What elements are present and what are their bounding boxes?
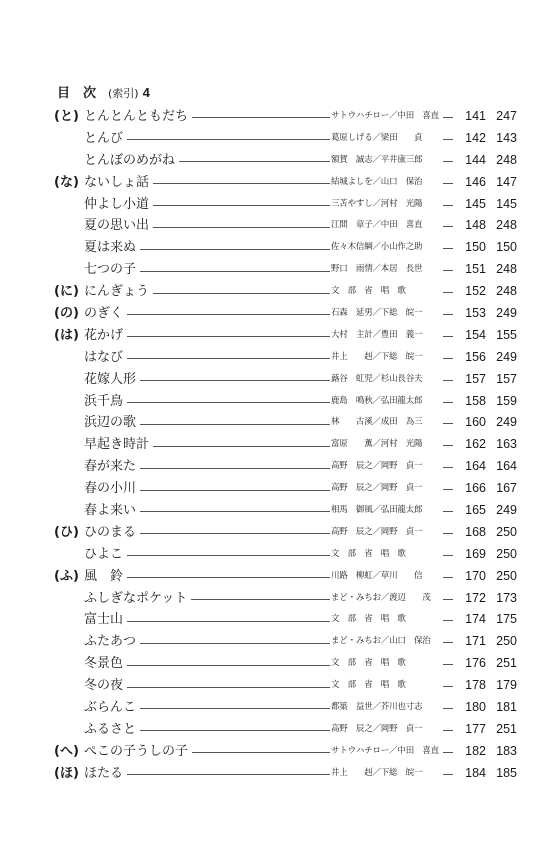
leader-line: [153, 183, 330, 184]
page-ref-1: 177: [465, 721, 486, 736]
song-title: 浜辺の歌: [84, 412, 140, 434]
leader-line: [140, 380, 330, 381]
leader-line: [127, 577, 330, 578]
index-entry: [0, 128, 560, 150]
page-ref-1: 157: [465, 371, 486, 386]
leader-dash: [443, 369, 453, 381]
page-ref-2: 249: [496, 306, 517, 321]
index-entry: [0, 194, 560, 216]
song-credits: 高野 辰之／岡野 貞一: [331, 723, 423, 734]
leader-dash: [443, 719, 453, 731]
entry-title-line: [84, 763, 330, 785]
page-ref-1: 156: [465, 349, 486, 364]
song-credits: 蕗谷 虹児／杉山長谷夫: [331, 373, 423, 384]
entry-title-line: [84, 653, 330, 675]
leader-line: [140, 708, 330, 709]
entry-title-line: [84, 544, 330, 566]
index-entry: [0, 741, 560, 763]
page-ref-2: 250: [496, 634, 517, 649]
leader-line: [127, 402, 330, 403]
page-ref-2: 247: [496, 109, 517, 123]
index-entry: [0, 237, 560, 259]
page-ref-1: 154: [465, 327, 486, 342]
song-credits: サトウハチロー／中田 喜直: [331, 111, 439, 121]
index-entry: [0, 150, 560, 172]
index-entry: [0, 631, 560, 653]
leader-dash: [443, 500, 453, 512]
leader-line: [127, 621, 330, 622]
leader-line: [192, 752, 330, 753]
kana-heading: (な): [54, 174, 79, 190]
song-credits: 葛原しげる／梁田 貞: [331, 132, 423, 143]
page-ref-2: 157: [496, 371, 517, 386]
song-credits: 川路 柳虹／草川 信: [331, 570, 423, 581]
page-ref-2: 249: [496, 503, 517, 518]
entry-title-line: [84, 325, 330, 347]
page-number: 4: [142, 85, 150, 100]
song-credits: 文 部 省 唱 歌: [331, 548, 406, 559]
entry-title-line: [84, 566, 330, 588]
song-credits: 相馬 御風／弘田龍太郎: [331, 505, 423, 516]
song-credits: 都築 益世／芥川也寸志: [331, 702, 423, 713]
song-credits: 文 部 省 唱 歌: [331, 680, 406, 691]
leader-dash: [443, 763, 453, 775]
song-title: 仲よし小道: [84, 194, 153, 216]
song-title: はなび: [84, 347, 127, 369]
kana-heading: (と): [54, 109, 79, 124]
entry-title-line: [84, 675, 330, 697]
song-title: ふたあつ: [84, 631, 140, 653]
index-entry: [0, 719, 560, 741]
page-ref-2: 173: [496, 590, 517, 605]
page-ref-2: 155: [496, 327, 517, 342]
song-title: とんぼのめがね: [84, 150, 179, 172]
leader-dash: [443, 631, 453, 643]
entry-title-line: [84, 259, 330, 281]
song-credits: 三苫やすし／河村 光陽: [331, 198, 423, 209]
song-credits: 高野 辰之／岡野 貞一: [331, 483, 423, 494]
page-ref-1: 145: [465, 196, 486, 211]
page-subtitle: (索引): [108, 87, 139, 100]
song-title: ふるさと: [84, 719, 140, 741]
index-entry: [0, 653, 560, 675]
page-ref-2: 248: [496, 284, 517, 299]
leader-line: [153, 227, 330, 228]
index-entry: [0, 434, 560, 456]
song-title: とんとんともだち: [84, 106, 192, 128]
song-credits: 江間 章子／中田 喜直: [331, 220, 423, 231]
leader-dash: [443, 391, 453, 403]
page-ref-2: 167: [496, 481, 517, 496]
song-title: 七つの子: [84, 259, 140, 281]
index-entry: [0, 675, 560, 697]
leader-line: [153, 205, 330, 206]
page-ref-1: 144: [465, 152, 486, 167]
page-ref-2: 181: [496, 700, 517, 715]
page-header: [57, 82, 150, 101]
page-ref-1: 178: [465, 678, 486, 693]
song-title: 夏の思い出: [84, 215, 153, 237]
song-credits: 富原 薫／河村 光陽: [331, 439, 423, 450]
song-title: ほたる: [84, 763, 127, 785]
kana-heading: (ひ): [54, 524, 79, 540]
page-ref-1: 151: [465, 262, 486, 277]
leader-line: [127, 139, 330, 140]
index-entry: [0, 478, 560, 500]
page-ref-1: 141: [465, 109, 486, 123]
entry-title-line: [84, 347, 330, 369]
song-credits: 文 部 省 唱 歌: [331, 614, 406, 625]
leader-line: [140, 271, 330, 272]
song-credits: 文 部 省 唱 歌: [331, 286, 406, 297]
kana-heading: (は): [54, 327, 79, 343]
page-ref-2: 159: [496, 393, 517, 408]
leader-dash: [443, 237, 453, 249]
song-title: 冬の夜: [84, 675, 127, 697]
song-title: 風 鈴: [84, 566, 127, 588]
entry-title-line: [84, 609, 330, 631]
song-credits: 結城よしを／山口 保治: [331, 176, 423, 187]
page-ref-1: 170: [465, 568, 486, 583]
index-entry: [0, 763, 560, 785]
leader-dash: [443, 697, 453, 709]
page-ref-2: 175: [496, 612, 517, 627]
song-credits: 林 古溪／成田 為三: [331, 417, 423, 428]
song-credits: 佐々木信綱／小山作之助: [331, 242, 423, 253]
leader-line: [153, 293, 330, 294]
song-credits: 高野 辰之／岡野 貞一: [331, 461, 423, 472]
index-entry: [0, 215, 560, 237]
entry-title-line: [84, 106, 330, 128]
song-credits: 井上 赳／下総 皖一: [331, 767, 423, 778]
index-entry: [0, 281, 560, 303]
entry-title-line: [84, 719, 330, 741]
kana-heading: (の): [54, 306, 79, 322]
entry-title-line: [84, 500, 330, 522]
page-ref-2: 183: [496, 743, 517, 758]
song-title: 富士山: [84, 609, 127, 631]
song-credits: 文 部 省 唱 歌: [331, 658, 406, 669]
entry-title-line: [84, 522, 330, 544]
page-ref-1: 152: [465, 284, 486, 299]
index-entry: [0, 106, 560, 128]
leader-line: [191, 599, 330, 600]
index-entry: [0, 566, 560, 588]
leader-dash: [443, 194, 453, 206]
index-entry: [0, 369, 560, 391]
leader-line: [192, 117, 330, 118]
kana-heading: (へ): [54, 743, 79, 759]
leader-line: [140, 533, 330, 534]
page-ref-1: 180: [465, 700, 486, 715]
leader-line: [127, 336, 330, 337]
leader-line: [140, 643, 330, 644]
page-ref-2: 147: [496, 174, 517, 189]
leader-dash: [443, 303, 453, 315]
index-entry: [0, 609, 560, 631]
song-title: のぎく: [84, 303, 127, 325]
entry-title-line: [84, 478, 330, 500]
page-ref-1: 146: [465, 174, 486, 189]
leader-dash: [443, 544, 453, 556]
entry-title-line: [84, 215, 330, 237]
index-entry: [0, 303, 560, 325]
index-entry: [0, 325, 560, 347]
page-ref-1: 165: [465, 503, 486, 518]
entry-title-line: [84, 697, 330, 719]
leader-dash: [443, 106, 453, 118]
song-credits: 額賀 誠志／平井康三郎: [331, 154, 423, 165]
leader-line: [140, 490, 330, 491]
leader-line: [127, 314, 330, 315]
song-title: 春が来た: [84, 456, 140, 478]
page-ref-2: 145: [496, 196, 517, 211]
leader-line: [127, 687, 330, 688]
index-entry: [0, 347, 560, 369]
leader-dash: [443, 609, 453, 621]
page-ref-1: 171: [465, 634, 486, 649]
page-ref-2: 143: [496, 130, 517, 145]
song-title: ふしぎなポケット: [84, 588, 191, 610]
leader-line: [140, 249, 330, 250]
page-ref-1: 169: [465, 546, 486, 561]
leader-dash: [443, 456, 453, 468]
song-title: 早起き時計: [84, 434, 153, 456]
page-ref-1: 184: [465, 765, 486, 780]
leader-dash: [443, 325, 453, 337]
page-ref-1: 174: [465, 612, 486, 627]
entry-title-line: [84, 128, 330, 150]
leader-dash: [443, 281, 453, 293]
leader-dash: [443, 128, 453, 140]
song-title: 夏は来ぬ: [84, 237, 140, 259]
page-ref-1: 148: [465, 218, 486, 233]
page-ref-1: 153: [465, 306, 486, 321]
index-list: [0, 106, 560, 785]
song-credits: 野口 雨情／本居 長世: [331, 264, 423, 275]
leader-dash: [443, 522, 453, 534]
page-ref-2: 248: [496, 152, 517, 167]
leader-dash: [443, 653, 453, 665]
page-ref-1: 176: [465, 656, 486, 671]
song-title: 冬景色: [84, 653, 127, 675]
song-title: ひのまる: [84, 522, 140, 544]
page-ref-2: 251: [496, 656, 517, 671]
page-ref-2: 250: [496, 546, 517, 561]
index-entry: [0, 259, 560, 281]
index-entry: [0, 172, 560, 194]
song-credits: 井上 赳／下総 皖一: [331, 351, 423, 362]
page-ref-2: 248: [496, 262, 517, 277]
page-ref-1: 166: [465, 481, 486, 496]
page-ref-1: 162: [465, 437, 486, 452]
leader-dash: [443, 566, 453, 578]
page-ref-2: 249: [496, 415, 517, 430]
index-entry: [0, 391, 560, 413]
page-ref-2: 250: [496, 524, 517, 539]
leader-line: [140, 468, 330, 469]
song-title: 浜千鳥: [84, 391, 127, 413]
page-ref-1: 160: [465, 415, 486, 430]
index-entry: [0, 456, 560, 478]
entry-title-line: [84, 412, 330, 434]
leader-line: [140, 511, 330, 512]
page-ref-2: 163: [496, 437, 517, 452]
entry-title-line: [84, 434, 330, 456]
song-title: ひよこ: [84, 544, 127, 566]
song-title: 春よ来い: [84, 500, 140, 522]
entry-title-line: [84, 281, 330, 303]
kana-heading: (に): [54, 284, 79, 300]
index-entry: [0, 412, 560, 434]
leader-line: [127, 555, 330, 556]
leader-dash: [443, 215, 453, 227]
song-credits: 高野 辰之／岡野 貞一: [331, 526, 423, 537]
leader-dash: [443, 675, 453, 687]
song-title: ぶらんこ: [84, 697, 140, 719]
page-ref-2: 250: [496, 568, 517, 583]
song-credits: サトウハチロー／中田 喜直: [331, 745, 439, 756]
index-entry: [0, 522, 560, 544]
song-credits: 大村 主計／豊田 義一: [331, 329, 423, 340]
index-entry: [0, 588, 560, 610]
page-ref-2: 249: [496, 349, 517, 364]
entry-title-line: [84, 741, 330, 763]
leader-dash: [443, 412, 453, 424]
leader-line: [127, 358, 330, 359]
song-title: 花かげ: [84, 325, 127, 347]
leader-line: [127, 665, 330, 666]
entry-title-line: [84, 150, 330, 172]
page-ref-1: 142: [465, 130, 486, 145]
entry-title-line: [84, 172, 330, 194]
song-title: にんぎょう: [84, 281, 153, 303]
song-credits: まど・みちお／山口 保治: [331, 636, 431, 647]
leader-dash: [443, 588, 453, 600]
song-title: 花嫁人形: [84, 369, 140, 391]
page-ref-1: 164: [465, 459, 486, 474]
song-title: ないしょ話: [84, 172, 153, 194]
song-title: ぺこの子うしの子: [84, 741, 192, 763]
index-entry: [0, 697, 560, 719]
leader-dash: [443, 741, 453, 753]
leader-line: [140, 424, 330, 425]
page-ref-2: 179: [496, 678, 517, 693]
entry-title-line: [84, 588, 330, 610]
leader-line: [127, 774, 330, 775]
song-title: 春の小川: [84, 478, 140, 500]
song-credits: まど・みちお／渡辺 茂: [331, 592, 431, 603]
entry-title-line: [84, 456, 330, 478]
index-entry: [0, 544, 560, 566]
entry-title-line: [84, 369, 330, 391]
leader-dash: [443, 172, 453, 184]
index-entry: [0, 500, 560, 522]
page-ref-1: 182: [465, 743, 486, 758]
song-credits: 鹿島 鳴秋／弘田龍太郎: [331, 395, 423, 406]
leader-line: [179, 161, 330, 162]
leader-dash: [443, 347, 453, 359]
entry-title-line: [84, 237, 330, 259]
page-ref-1: 150: [465, 240, 486, 255]
page-ref-1: 168: [465, 524, 486, 539]
leader-dash: [443, 434, 453, 446]
page-ref-2: 185: [496, 765, 517, 780]
leader-dash: [443, 259, 453, 271]
leader-dash: [443, 478, 453, 490]
leader-line: [153, 446, 330, 447]
page-ref-1: 172: [465, 590, 486, 605]
song-title: とんび: [84, 128, 127, 150]
page-ref-2: 251: [496, 721, 517, 736]
kana-heading: (ふ): [54, 568, 79, 584]
entry-title-line: [84, 194, 330, 216]
song-credits: 石森 延男／下総 皖一: [331, 308, 423, 319]
page-ref-2: 164: [496, 459, 517, 474]
page-title: 目 次: [57, 86, 97, 101]
page-ref-2: 248: [496, 218, 517, 233]
leader-dash: [443, 150, 453, 162]
entry-title-line: [84, 631, 330, 653]
leader-line: [140, 730, 330, 731]
kana-heading: (ほ): [54, 765, 79, 781]
entry-title-line: [84, 391, 330, 413]
page-ref-1: 158: [465, 393, 486, 408]
page-ref-2: 150: [496, 240, 517, 255]
entry-title-line: [84, 303, 330, 325]
